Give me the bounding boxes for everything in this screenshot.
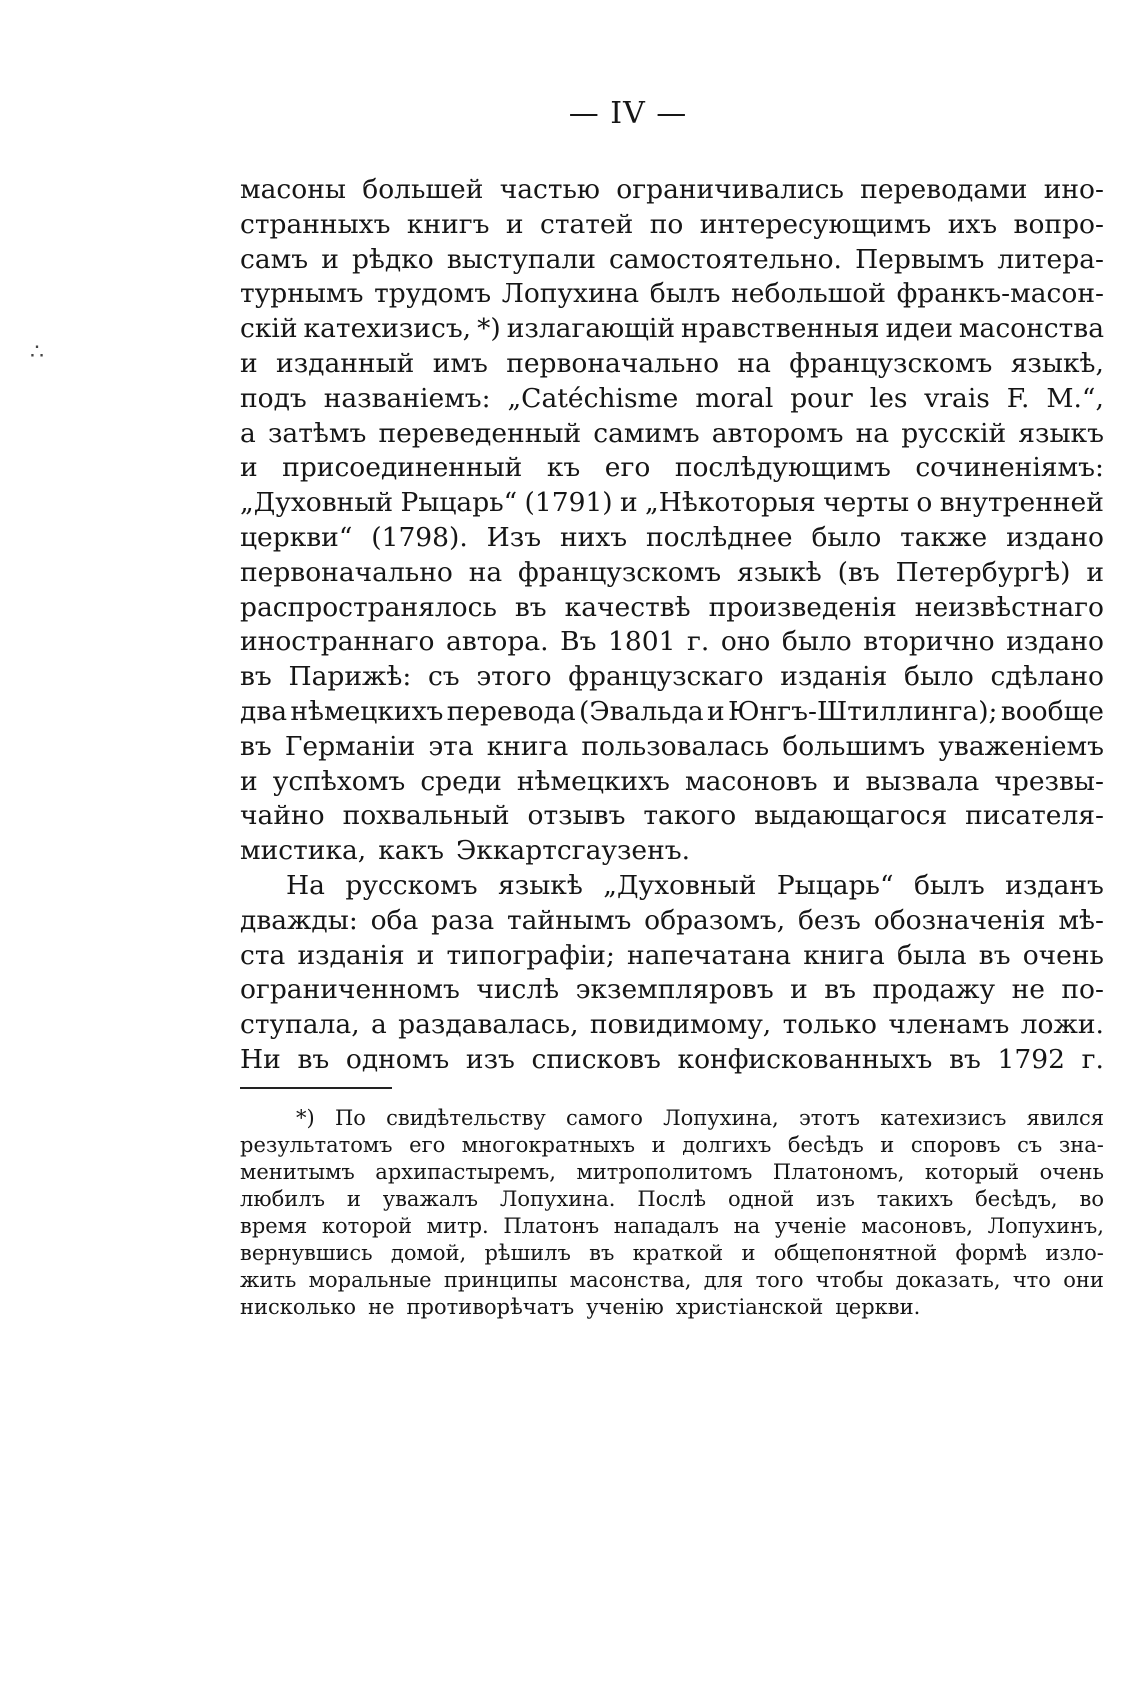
- body-word: идеи: [885, 313, 953, 345]
- footnote-word: моральные: [308, 1268, 432, 1292]
- body-line: [240, 765, 1104, 800]
- footnote-word: катехизисъ: [880, 1106, 1007, 1130]
- body-word: ихъ: [947, 208, 998, 240]
- body-word: языкѣ,: [1010, 347, 1104, 379]
- body-line: [240, 660, 1104, 695]
- page-number: — IV —: [568, 96, 688, 131]
- body-word: одномъ: [345, 1043, 450, 1075]
- body-word: скій: [240, 313, 298, 345]
- body-word: „Духовный: [240, 487, 394, 519]
- body-word: писателя-: [965, 800, 1104, 832]
- body-word: Рыцарь“: [776, 869, 894, 901]
- body-word: изданія: [297, 939, 405, 971]
- footnote-word: они: [1063, 1268, 1104, 1292]
- footnote-word: Лопухина,: [663, 1106, 779, 1130]
- body-word: масонства: [958, 313, 1104, 345]
- body-line: [240, 939, 1104, 974]
- body-word: 1792: [997, 1043, 1065, 1075]
- body-word: странныхъ: [240, 208, 391, 240]
- body-word: похвальный: [342, 800, 510, 832]
- body-word: въ: [297, 1043, 330, 1075]
- body-word: чайно: [240, 800, 325, 832]
- body-word: на: [737, 347, 771, 379]
- body-word: вторично: [863, 626, 995, 658]
- body-line: [240, 277, 1104, 312]
- body-word: выступали: [446, 243, 596, 275]
- body-word: частью: [499, 174, 601, 205]
- body-word: изданный: [276, 347, 415, 379]
- body-word: vrais: [924, 382, 990, 414]
- body-word: (1798).: [371, 521, 468, 553]
- body-word: Ни: [240, 1043, 281, 1075]
- body-word: статей: [539, 208, 634, 240]
- body-word: излагающій: [506, 313, 675, 345]
- footnote-word: свидѣтельству: [386, 1106, 546, 1130]
- body-word: было: [811, 521, 882, 553]
- body-word: также: [900, 521, 988, 553]
- body-word: нравственныя: [680, 313, 880, 345]
- body-word: франкъ-масон-: [896, 278, 1104, 310]
- body-word: церкви“: [240, 521, 353, 553]
- body-word: языкѣ: [498, 869, 583, 901]
- body-word: нѣмецкихъ: [290, 695, 444, 727]
- body-line: [240, 312, 1104, 347]
- body-word: выдающагося: [754, 800, 948, 832]
- body-word: отзывъ: [527, 800, 626, 832]
- body-word: о: [916, 487, 933, 519]
- footnote-word: бесѣдъ: [787, 1133, 864, 1157]
- body-word: присоединенный: [282, 452, 523, 484]
- body-word: и: [321, 243, 339, 275]
- body-line: [240, 799, 1104, 834]
- body-word: подъ: [240, 382, 307, 414]
- footnote-word: уважалъ: [382, 1187, 478, 1211]
- body-word: языкѣ: [736, 556, 822, 588]
- footnote-word: самого: [565, 1106, 643, 1130]
- body-word: не: [1011, 974, 1045, 1006]
- body-word: а: [240, 417, 256, 449]
- body-word: ограничивались: [616, 174, 844, 205]
- body-word: тайнымъ: [506, 904, 632, 936]
- body-word: книгъ: [406, 208, 490, 240]
- stray-mark: ∴: [30, 340, 44, 365]
- footnote-word: *): [296, 1106, 315, 1130]
- footnote-line: [240, 1213, 1104, 1240]
- body-word: французскаго: [568, 661, 764, 693]
- body-word: послѣдующимъ: [674, 452, 891, 484]
- footnote-word: время: [240, 1214, 308, 1238]
- body-word: изъ: [465, 1043, 515, 1075]
- body-line: [240, 1043, 1104, 1078]
- footnote-word: на: [733, 1214, 761, 1238]
- body-word: два: [240, 695, 288, 727]
- body-word: былъ: [649, 278, 721, 310]
- body-word: очень: [1022, 939, 1104, 971]
- footnote-word: съ: [1017, 1133, 1043, 1157]
- body-word: Рыцарь“: [400, 487, 518, 519]
- body-word: вызвала: [865, 765, 980, 797]
- body-word: произведенія: [708, 591, 897, 623]
- body-word: обозначенія: [873, 904, 1046, 936]
- body-word: оба: [370, 904, 419, 936]
- body-word: и: [620, 487, 638, 519]
- footnote-word: зна-: [1058, 1133, 1104, 1157]
- footnote-word: вернувшись: [240, 1241, 373, 1265]
- footnote-word: нападалъ: [613, 1214, 719, 1238]
- body-word: большей: [362, 174, 484, 205]
- footnote-word: ученіе: [774, 1214, 847, 1238]
- footnote-word: архипастыремъ,: [375, 1160, 556, 1184]
- footnote-word: результатомъ: [240, 1133, 393, 1157]
- body-word: г.: [686, 626, 710, 658]
- body-word: moral: [695, 382, 774, 414]
- body-word: издано: [1006, 521, 1104, 553]
- footnote-word: противорѣчатъ: [406, 1295, 575, 1319]
- body-word: безъ: [797, 904, 861, 936]
- body-word: самимъ: [593, 417, 700, 449]
- footnote-word: который: [924, 1160, 1020, 1184]
- body-word: турнымъ: [240, 278, 364, 310]
- footnote-word: Послѣ: [637, 1187, 707, 1211]
- footnote-word: и: [346, 1187, 361, 1211]
- footnote-word: которой: [321, 1214, 413, 1238]
- body-word: самостоятельно.: [608, 243, 842, 275]
- body-word: типографіи;: [446, 939, 615, 971]
- body-word: какъ: [378, 835, 445, 867]
- body-word: экземпляровъ: [575, 974, 774, 1006]
- footnote-word: этотъ: [798, 1106, 860, 1130]
- footnote-word: менитымъ: [240, 1160, 355, 1184]
- body-word: вопро-: [1013, 208, 1104, 240]
- body-word: и: [1086, 556, 1104, 588]
- body-word: раза: [431, 904, 495, 936]
- body-word: русскомъ: [345, 869, 478, 901]
- body-line: [240, 486, 1104, 521]
- footnote-line: [240, 1186, 1104, 1213]
- body-word: и: [416, 939, 435, 971]
- body-word: по: [649, 208, 684, 240]
- footnote-word: ученію: [586, 1295, 664, 1319]
- body-word: переведенный: [378, 417, 582, 449]
- body-word: этого: [476, 661, 552, 693]
- body-word: къ: [546, 452, 581, 484]
- footnote-word: Платонъ: [503, 1214, 600, 1238]
- body-word: F.: [1006, 382, 1030, 414]
- body-line: [240, 521, 1104, 556]
- body-line: [240, 243, 1104, 278]
- footnote-word: одной: [727, 1187, 795, 1211]
- body-word: на: [855, 417, 890, 449]
- body-word: въ: [514, 591, 547, 623]
- body-word: въ: [949, 1043, 981, 1075]
- footnote-word: митр.: [426, 1214, 489, 1238]
- footnote-word: Лопухина.: [499, 1187, 616, 1211]
- body-word: числѣ: [476, 974, 560, 1006]
- body-word: первоначально: [240, 556, 453, 588]
- footnote-word: долгихъ: [682, 1133, 772, 1157]
- body-word: въ: [824, 974, 857, 1006]
- footnote-word: доказать,: [895, 1268, 1001, 1292]
- body-word: издано: [1006, 626, 1104, 658]
- body-word: вообще: [1000, 695, 1104, 727]
- body-word: былъ: [913, 869, 985, 901]
- footnote-word: не: [368, 1295, 395, 1319]
- footnote-word: Лопухинъ,: [987, 1214, 1104, 1238]
- body-word: переводами: [860, 174, 1028, 205]
- footnote-line: [240, 1240, 1104, 1267]
- body-line: [240, 417, 1104, 452]
- body-word: катехизисъ,: [303, 313, 472, 345]
- footnote-word: очень: [1039, 1160, 1104, 1184]
- body-line: [240, 208, 1104, 243]
- body-word: французскомъ: [518, 556, 722, 588]
- footnote-word: чтобы: [815, 1268, 884, 1292]
- footnote-word: явился: [1026, 1106, 1104, 1130]
- body-word: „Catéchisme: [507, 382, 679, 414]
- footnote-word: изло-: [1045, 1241, 1104, 1265]
- body-word: членамъ: [888, 1009, 1010, 1041]
- body-word: масоны: [240, 174, 346, 205]
- body-word: „Духовный: [603, 869, 757, 901]
- footnote-word: христіанской: [675, 1295, 824, 1319]
- footnote-word: что: [1012, 1268, 1051, 1292]
- body-word: Эккартсгаузенъ.: [456, 835, 691, 867]
- body-word: г.: [1081, 1043, 1104, 1075]
- body-line: [240, 625, 1104, 660]
- body-line: [240, 347, 1104, 382]
- body-word: (Эвальда: [578, 695, 704, 727]
- body-word: интересующимъ: [699, 208, 932, 240]
- body-word: книга: [486, 730, 569, 762]
- body-word: мистика,: [240, 835, 367, 867]
- body-word: только: [782, 1009, 877, 1041]
- footnote-word: Платономъ,: [772, 1160, 905, 1184]
- body-line: [240, 730, 1104, 765]
- body-word: оно: [720, 626, 771, 658]
- body-word: названіемъ:: [323, 382, 491, 414]
- body-word: повидимому,: [589, 1009, 772, 1041]
- body-word: въ: [240, 661, 272, 693]
- footnote-word: во: [1079, 1187, 1104, 1211]
- footnote-word: и: [741, 1241, 756, 1265]
- body-word: *): [477, 313, 501, 345]
- main-text-body: [240, 173, 1104, 1078]
- body-word: книга: [803, 939, 885, 971]
- body-word: такого: [643, 800, 737, 832]
- body-word: качествѣ: [564, 591, 691, 623]
- footnote-word: масоновъ,: [861, 1214, 973, 1238]
- body-line: [240, 1008, 1104, 1043]
- body-word: распространялось: [240, 591, 497, 623]
- body-word: Первымъ: [855, 243, 985, 275]
- footnote-word: принципы: [443, 1268, 558, 1292]
- footnote-word: такихъ: [876, 1187, 954, 1211]
- footnote-word: и: [880, 1133, 895, 1157]
- body-word: внутренней: [939, 487, 1104, 519]
- body-word: Юнгъ-Штиллинга);: [728, 695, 998, 727]
- body-word: напечатана: [627, 939, 792, 971]
- body-word: и: [240, 765, 258, 797]
- footnote-word: любилъ: [240, 1187, 325, 1211]
- body-word: и: [832, 765, 851, 797]
- body-word: въ: [240, 730, 272, 762]
- body-word: масоновъ: [684, 765, 818, 797]
- body-word: дважды:: [240, 904, 358, 936]
- footnote-word: церкви.: [835, 1295, 921, 1319]
- body-word: (1791): [524, 487, 613, 519]
- body-word: ограниченномъ: [240, 974, 460, 1006]
- footnote-line: [240, 1294, 1104, 1321]
- body-word: послѣднее: [645, 521, 793, 553]
- body-word: по-: [1061, 974, 1104, 1006]
- body-word: ино-: [1043, 174, 1104, 205]
- body-word: Парижѣ:: [288, 661, 412, 693]
- body-word: ступала,: [240, 1009, 360, 1041]
- footnote-block: [240, 1105, 1104, 1321]
- body-word: черты: [823, 487, 910, 519]
- footnote-word: и: [651, 1133, 666, 1157]
- footnote-word: споровъ: [910, 1133, 1001, 1157]
- body-word: Германіи: [284, 730, 416, 762]
- footnote-word: въ: [589, 1241, 615, 1265]
- body-word: автора.: [446, 626, 549, 658]
- body-line: [240, 382, 1104, 417]
- body-word: небольшой: [731, 278, 886, 310]
- body-line: [240, 556, 1104, 591]
- body-word: M.“,: [1046, 382, 1104, 414]
- body-word: имъ: [432, 347, 488, 379]
- body-word: les: [869, 382, 908, 414]
- footnote-word: нисколько: [240, 1295, 357, 1319]
- body-line: [240, 834, 1104, 869]
- body-word: успѣхомъ: [272, 765, 406, 797]
- body-word: и: [240, 452, 258, 484]
- body-line: [240, 173, 1104, 208]
- body-word: и: [790, 974, 808, 1006]
- body-word: и: [240, 347, 258, 379]
- body-line: [240, 973, 1104, 1008]
- body-word: списковъ: [531, 1043, 661, 1075]
- body-word: языкъ: [1018, 417, 1104, 449]
- body-word: (въ: [837, 556, 880, 588]
- body-word: pour: [790, 382, 853, 414]
- body-word: и: [707, 695, 725, 727]
- body-word: образомъ,: [644, 904, 786, 936]
- footnote-word: масонства,: [569, 1268, 692, 1292]
- body-word: на: [468, 556, 503, 588]
- body-word: авторомъ: [711, 417, 844, 449]
- body-word: продажу: [872, 974, 996, 1006]
- body-word: Петербургѣ): [895, 556, 1071, 588]
- body-word: большимъ: [782, 730, 926, 762]
- footnote-line: [240, 1132, 1104, 1159]
- body-line: [240, 591, 1104, 626]
- body-word: неизвѣстнаго: [914, 591, 1104, 623]
- body-word: конфискованныхъ: [677, 1043, 933, 1075]
- body-word: было: [781, 626, 852, 658]
- footnote-line: [240, 1159, 1104, 1186]
- body-word: иностраннаго: [240, 626, 435, 658]
- body-word: въ: [978, 939, 1011, 971]
- body-word: пользовалась: [581, 730, 770, 762]
- body-word: а: [370, 1009, 387, 1041]
- body-word: затѣмъ: [267, 417, 367, 449]
- body-word: Изъ: [486, 521, 542, 553]
- footnote-word: краткой: [632, 1241, 724, 1265]
- footnote-word: для: [703, 1268, 744, 1292]
- body-word: и: [505, 208, 524, 240]
- body-word: перевода: [446, 695, 576, 727]
- body-word: нѣмецкихъ: [516, 765, 670, 797]
- body-word: На: [286, 869, 325, 901]
- body-word: французскомъ: [789, 347, 993, 379]
- footnote-line: [240, 1267, 1104, 1294]
- footnote-word: формѣ: [955, 1241, 1028, 1265]
- body-word: его: [604, 452, 651, 484]
- footnote-word: домой,: [390, 1241, 467, 1265]
- footnote-line: [240, 1105, 1104, 1132]
- footnote-word: общепонятной: [773, 1241, 938, 1265]
- footnote-word: многократныхъ: [461, 1133, 636, 1157]
- body-word: изданъ: [1005, 869, 1104, 901]
- body-word: была: [896, 939, 967, 971]
- footnote-word: его: [409, 1133, 446, 1157]
- body-word: чрезвы-: [994, 765, 1104, 797]
- body-word: среди: [420, 765, 502, 797]
- footnote-word: того: [755, 1268, 804, 1292]
- body-word: было: [904, 661, 974, 693]
- body-word: ложи.: [1020, 1009, 1104, 1041]
- body-word: трудомъ: [374, 278, 492, 310]
- footnote-word: рѣшилъ: [484, 1241, 571, 1265]
- body-word: Въ: [560, 626, 597, 658]
- body-word: сочиненіямъ:: [915, 452, 1104, 484]
- body-word: литера-: [997, 243, 1104, 275]
- body-word: съ: [427, 661, 460, 693]
- body-word: нихъ: [559, 521, 628, 553]
- body-word: Лопухина: [501, 278, 640, 310]
- body-word: „Нѣкоторыя: [645, 487, 816, 519]
- footnote-word: бесѣдъ,: [975, 1187, 1058, 1211]
- body-line: [240, 904, 1104, 939]
- body-word: рѣдко: [351, 243, 434, 275]
- footnote-word: митрополитомъ: [576, 1160, 753, 1184]
- footnote-word: изъ: [816, 1187, 855, 1211]
- body-word: уваженіемъ: [938, 730, 1104, 762]
- body-word: русскій: [901, 417, 1007, 449]
- body-word: эта: [428, 730, 474, 762]
- body-word: самъ: [240, 243, 309, 275]
- footnote-word: жить: [240, 1268, 297, 1292]
- body-line: [240, 451, 1104, 486]
- body-line: [240, 869, 1104, 904]
- body-word: ста: [240, 939, 286, 971]
- body-word: первоначально: [506, 347, 720, 379]
- footnote-separator: [240, 1087, 392, 1089]
- footnote-word: По: [334, 1106, 366, 1130]
- body-word: изданія: [780, 661, 888, 693]
- body-word: мѣ-: [1058, 904, 1104, 936]
- body-word: 1801: [607, 626, 676, 658]
- body-word: раздавалась,: [398, 1009, 579, 1041]
- body-word: сдѣлано: [990, 661, 1104, 693]
- body-line: [240, 695, 1104, 730]
